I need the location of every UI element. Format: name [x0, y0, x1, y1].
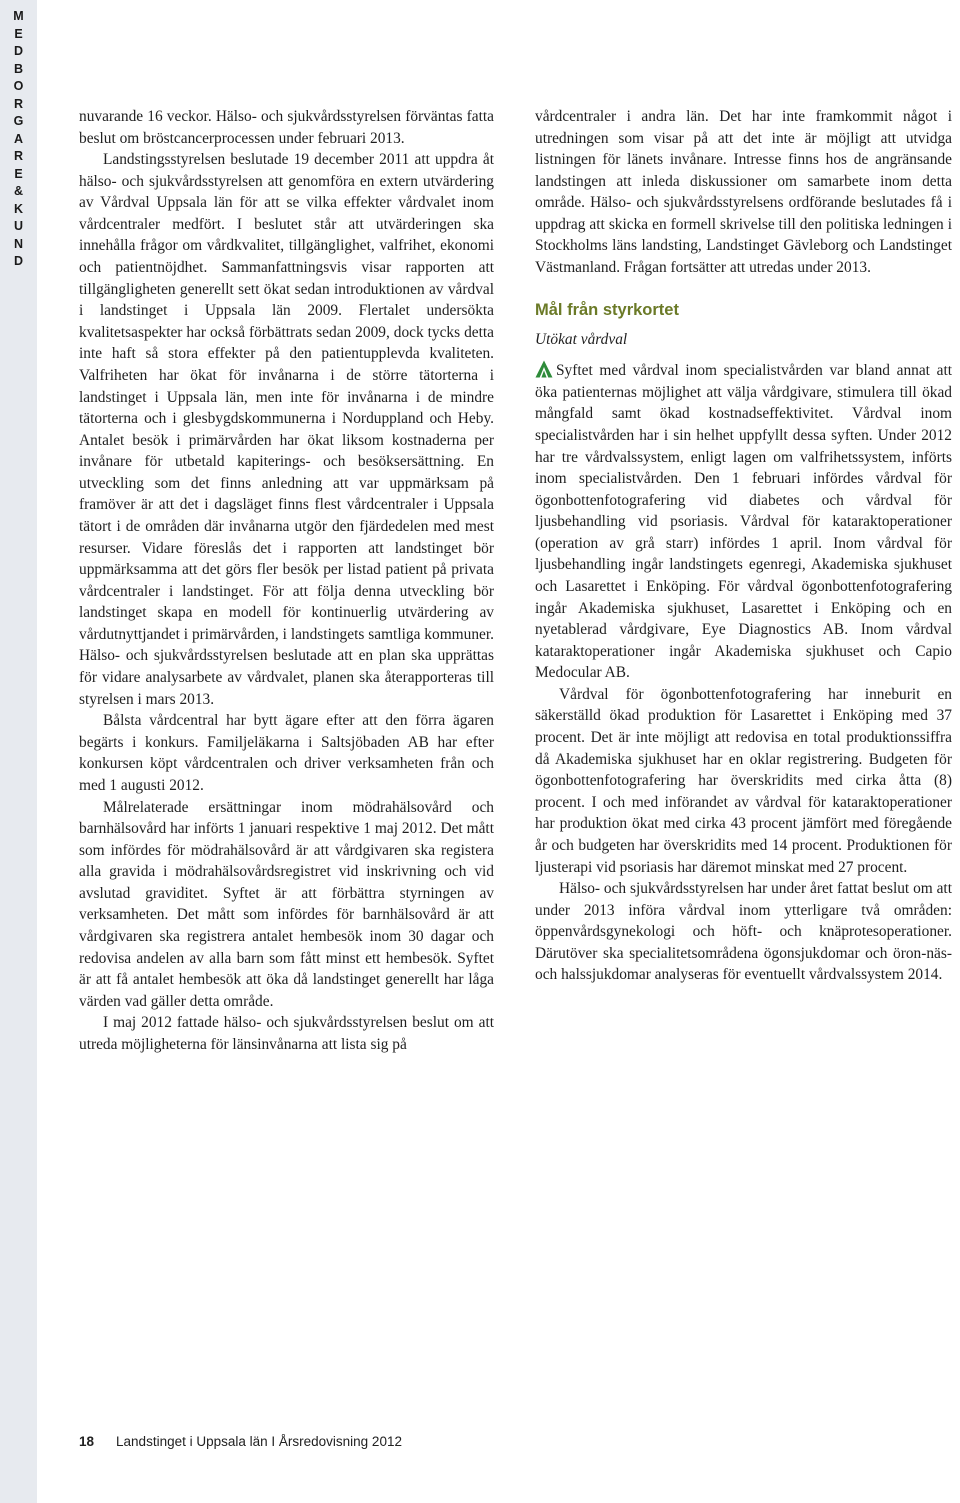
section-tab-letter: & — [13, 184, 24, 198]
footer-text: Landstinget i Uppsala län I Årsredovisning 2012 — [116, 1434, 402, 1449]
section-tab-letter: A — [13, 131, 24, 146]
section-tab-letter: U — [13, 219, 24, 233]
section-tab-letter: O — [13, 79, 24, 93]
page-footer — [79, 1434, 402, 1449]
section-tab-letter: E — [14, 166, 23, 181]
left-text-column — [79, 106, 494, 1055]
section-subheading: Utökat vårdval — [535, 330, 628, 348]
section-tab-letter: B — [13, 61, 24, 76]
body-paragraph: Vårdval för ögonbottenfotografering har inneburit en säkerställd ökad produktion för Lasarettet i Enköping med 37 procent. Det är inte möjligt att redovisa en total produktionssiffra då Akademiska sjukhuset har en oklar registrering. Budgeten för ögonbottenfotografering har överskridits med cirka åtta (8) procent. I och med införandet av vårdval för kataraktoperationer har produktion ökat med cirka 43 procent jämfört med föregående år och budgeten har överskridits med 14 procent. Produktionen för ljusterapi vid psoriasis har däremot minskat med 27 procent. — [535, 685, 952, 876]
body-paragraph: I maj 2012 fattade hälso- och sjukvårdsstyrelsen beslut om att utreda möjligheterna för länsinvånarna att lista sig på — [79, 1014, 494, 1053]
section-heading: Mål från styrkortet — [535, 300, 679, 319]
section-tab-letter: K — [13, 201, 24, 216]
right-text-column — [535, 106, 952, 986]
section-tab-letters — [0, 8, 37, 271]
section-tab-letter: G — [13, 114, 24, 128]
section-tab-letter: N — [13, 236, 24, 251]
section-tab-letter: M — [13, 9, 24, 23]
page-number: 18 — [79, 1434, 95, 1449]
green-triangle-icon — [535, 360, 553, 378]
section-tab-letter: R — [13, 149, 24, 163]
icon-paragraph-text: Syftet med vårdval inom specialistvården var bland annat att öka patienternas möjlighet att välja vårdgivare, stimulera till ökad mångfald samt ökad kostnadseffektivitet. Vårdval inom specialistvården har i sin helhet uppfyllt dessa syften. Under 2012 har tre vårdvalssystem, enligt lagen om valfrihetssystem, införts inom specialistvården. Den 1 februari infördes vårdval för ögonbottenfotografering vid diabetes och vårdval för ljusbehandling vid psoriasis. Vårdval för kataraktoperationer (operation av grå starr) infördes 1 april. Inom vårdval för ljusbehandling ingår landstingets egenregi, Akademiska sjukhuset och Lasarettet i Enköping. För vårdval ögonbottenfotografering ingår Akademiska sjukhuset, Lasarettet i Enköping och en nyetablerad vårdgivare, Eye Diagnostics AB. Inom vårdval kataraktoperationer ingår Akademiska sjukhuset och Capio Medocular AB. — [535, 362, 952, 682]
body-paragraph: Hälso- och sjukvårdsstyrelsen har under året fattat beslut om att under 2013 införa vårdval inom ytterligare två områden: öppenvårdsgynekologi och höft- och knäprotesoperationer. Därutöver ska specialitetsområdena ögonsjukdomar och öron-näs- och halssjukdomar analyseras för eventuellt vårdvalssystem 2014. — [535, 880, 952, 984]
body-paragraph: Bålsta vårdcentral har bytt ägare efter att den förra ägaren begärts i konkurs. Familjeläkarna i Saltsjöbaden AB har efter konkursen köpt vårdcentralen och driver verksamheten från och med 1 augusti 2012. — [79, 712, 494, 794]
icon-paragraph — [535, 360, 952, 684]
body-paragraph: nuvarande 16 veckor. Hälso- och sjukvårdsstyrelsen förväntas fatta beslut om bröstcancerprocessen under februari 2013. — [79, 108, 494, 147]
section-tab-letter: E — [14, 26, 23, 41]
section-tab-letter: D — [13, 254, 24, 268]
body-paragraph: vårdcentraler i andra län. Det har inte framkommit något i utredningen som visar på att det inte är möjligt att utvidga listningen för länets invånare. Intresse finns hos de angränsande landstingen att inleda diskussioner om samarbete inom detta område. Hälso- och sjukvårdsstyrelsens ordförande beslutades få i uppdrag att skicka en formell skrivelse till den politiska ledningen i Stockholms läns landsting, Landstinget Gävleborg och Landstinget Västmanland. Frågan fortsätter att utredas under 2013. — [535, 108, 952, 277]
section-tab-letter: D — [13, 44, 24, 58]
section-tab-letter: R — [13, 96, 24, 111]
body-paragraph: Målrelaterade ersättningar inom mödrahälsovård och barnhälsovård har införts 1 januari respektive 1 maj 2012. Det mått som infördes för mödrahälsovård är att vårdgivaren ska registera alla gravida i mödrahälsovårdsregistret vid inskrivning och vid avslutad graviditet. Syftet är att förbättra styrningen av verksamheten. Det mått som infördes för barnhälsovård är att vårdgivaren ska registrera antalet hembesök inom 30 dagar och redovisa andelen av alla barn som fått minst ett hembesök. Syftet är att få antalet hembesök att öka då landstinget generellt har låga värden vad gäller detta område. — [79, 798, 494, 1010]
body-paragraph: Landstingsstyrelsen beslutade 19 december 2011 att uppdra åt hälso- och sjukvårdsstyrelsen att genomföra en extern utvärdering av Vårdval Uppsala län för att se vilka effekter vårdvalet inom vårdcentraler medfört. I beslutet står att utvärderingen ska innehålla frågor om vårdkvalitet, tillgänglighet, valfrihet, ekonomi och patientnöjdhet. Sammanfattningsvis visar rapporten att tillgängligheten generellt sett ökat sedan introduktionen av vårdval i landstinget i Uppsala län 2009. Flertalet undersökta kvalitetsaspekter har också förbättrats sedan 2009, dock tycks detta inte haft så stora effekter på den patientupplevda kvaliteten. Valfriheten har ökat för invånarna i de större tätorterna i landstinget i Uppsala län, men inte för invånarna i de mindre tätorterna och i glesbygdskommunerna i Norduppland och Heby. Antalet besök i primärvården har ökat liksom kostnaderna per invånare för utbetald kapiterings- och besöksersättning. En utveckling som det finns anledning att var uppmärksam på framöver är att det i dagsläget finns flest vårdcentraler i Uppsala tätort i de områden där invånarna utgör den fjärdedelen med mest resurser. Vidare föreslås det i rapporten att landstinget bör uppmärksamma att det görs fler besök per listad patient på privata vårdcentraler i landstinget. För att följa denna utveckling bör landstinget skapa en modell för kontinuerlig utvärdering av vårdutnyttjandet i primärvården, i landstingets samtliga kommuner. Hälso- och sjukvårdsstyrelsen beslutade att en plan ska upprättas för vidare analysarbete av vårdvalet, planen ska återapporteras till styrelsen i mars 2013. — [79, 151, 494, 708]
